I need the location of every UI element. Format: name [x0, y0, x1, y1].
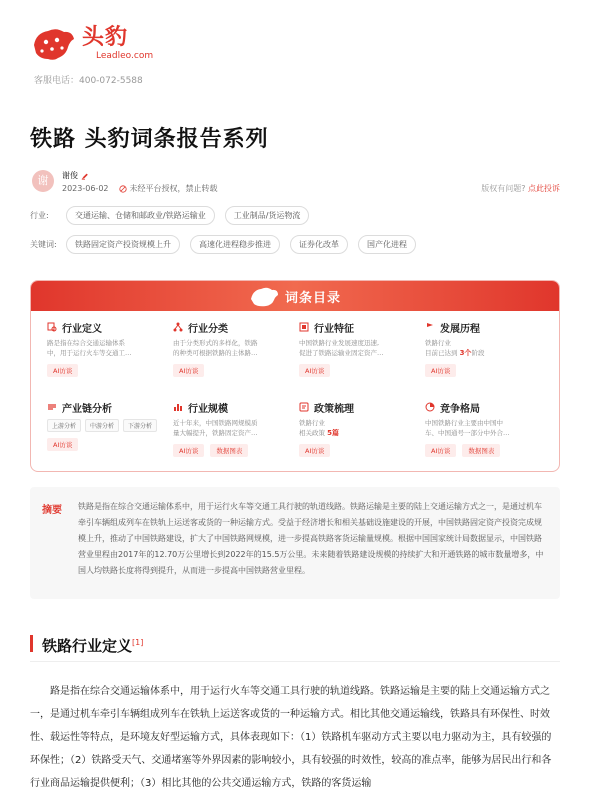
- report-link[interactable]: 点此投诉: [528, 184, 560, 193]
- catalog-item-title: 发展历程: [440, 323, 480, 335]
- policy-prefix: 相关政策: [299, 429, 328, 437]
- section-title: [42, 635, 143, 656]
- catalog-item-title: 行业定义: [62, 323, 102, 335]
- publish-meta: [62, 183, 218, 194]
- keywords-row: [30, 235, 426, 254]
- ai-interview-button[interactable]: AI访谈: [47, 364, 78, 377]
- catalog-item-history[interactable]: [421, 319, 547, 399]
- policy-icon: [299, 402, 309, 412]
- page-title: 铁路 头豹词条报告系列: [30, 127, 269, 152]
- industry-tag[interactable]: 工业制品/货运物流: [225, 206, 310, 225]
- section-accent-bar: [30, 635, 33, 652]
- ai-interview-button[interactable]: AI访谈: [425, 444, 456, 457]
- catalog-item-desc: 铁路行业: [425, 339, 451, 347]
- section-divider: [30, 661, 560, 662]
- catalog-item-desc: 铁路行业: [299, 419, 325, 427]
- catalog-item-policy[interactable]: [295, 399, 421, 472]
- catalog-title: 词条目录: [284, 290, 341, 306]
- ai-interview-button[interactable]: AI访谈: [47, 438, 78, 451]
- data-chart-button[interactable]: 数据图表: [462, 444, 500, 457]
- no-reprint-icon: [119, 185, 127, 193]
- ai-interview-button[interactable]: AI访谈: [425, 364, 456, 377]
- bar-chart-icon: [173, 402, 183, 412]
- data-chart-button[interactable]: 数据图表: [210, 444, 248, 457]
- reprint-notice: 未经平台授权，禁止转载: [129, 184, 218, 193]
- catalog-item-title: 行业规模: [188, 403, 228, 415]
- stage-prefix: 目前已达到: [425, 349, 460, 357]
- catalog-item-desc: 中国铁路行业发展速度迅速,: [299, 339, 380, 347]
- catalog-item-title: 行业分类: [188, 323, 228, 335]
- leopard-logo-icon: [30, 25, 76, 63]
- chain-icon: [47, 402, 57, 412]
- catalog-item-desc: 的种类可根据铁路的主体路…: [173, 349, 258, 357]
- upstream-chip[interactable]: 上游分析: [47, 419, 81, 432]
- catalog-item-desc: 中，用于运行火车等交通工…: [47, 349, 132, 357]
- catalog-item-chain[interactable]: [43, 399, 169, 472]
- downstream-chip[interactable]: 下游分析: [123, 419, 157, 432]
- catalog-item-title: 产业链分析: [62, 403, 112, 415]
- brand-domain: Leadleo.com: [96, 51, 154, 61]
- catalog-item-desc: 由于分类形式的多样化，铁路: [173, 339, 258, 347]
- brand-name: 头豹: [82, 25, 129, 50]
- abstract-label: 摘要: [42, 505, 62, 516]
- report-prefix: 版权有问题?: [481, 184, 526, 193]
- ai-interview-button[interactable]: AI访谈: [299, 444, 330, 457]
- publish-date: 2023-06-02: [62, 184, 109, 193]
- ai-interview-button[interactable]: AI访谈: [173, 444, 204, 457]
- catalog-item-title: 竞争格局: [440, 403, 480, 415]
- ai-interview-button[interactable]: AI访谈: [299, 364, 330, 377]
- catalog-item-title: 政策梳理: [314, 403, 354, 415]
- author-name[interactable]: [62, 170, 89, 181]
- avatar[interactable]: 谢: [32, 170, 54, 192]
- keyword-tag[interactable]: 铁路固定资产投资规模上升: [66, 235, 180, 254]
- author-badge-icon: [81, 172, 89, 180]
- stage-count: 3个: [459, 349, 472, 357]
- ai-interview-button[interactable]: AI访谈: [173, 364, 204, 377]
- abstract-text: 铁路是指在综合交通运输体系中，用于运行火车等交通工具行驶的轨道线路。铁路运输是主要的陆上交通运输方式之一，是通过机车牵引车辆组成列车在铁轨上运送客或货的一种运输方式。受益于经济增长和相关基础设施建设的开展，中国铁路固定资产投资完成规模上升，推动了中国铁路建设，扩大了中国铁路网规模，进一步提高铁路客货运输量规模。根据中国国家统计局数据显示，中国铁路营业里程由2017年的12.70万公里增长到2022年的15.5万公里。未来随着铁路建设规模的持续扩大和开通铁路的城市数量增多，中国人均铁路长度将得到提升，从而进一步提高中国铁路营业里程。: [78, 502, 544, 575]
- catalog-item-title: 行业特征: [314, 323, 354, 335]
- catalog-item-desc: 路是指在综合交通运输体系: [47, 339, 125, 347]
- catalog-item-definition[interactable]: [43, 319, 169, 399]
- catalog-item-desc: [299, 428, 399, 438]
- catalog-item-competition[interactable]: [421, 399, 547, 472]
- pie-icon: [425, 402, 435, 412]
- midstream-chip[interactable]: 中游分析: [85, 419, 119, 432]
- catalog-item-classification[interactable]: [169, 319, 295, 399]
- stage-suffix: 阶段: [471, 349, 485, 357]
- industry-row: [30, 206, 319, 225]
- leopard-icon: [249, 285, 279, 307]
- hierarchy-icon: [173, 322, 183, 332]
- abstract-box: [30, 487, 560, 599]
- catalog-item-features[interactable]: [295, 319, 421, 399]
- catalog-panel: [30, 280, 560, 472]
- author-name-text: 谢俊: [62, 171, 78, 180]
- keyword-tag[interactable]: 国产化进程: [358, 235, 416, 254]
- keywords-label: 关键词:: [30, 240, 57, 249]
- catalog-item-desc: 近十年来，中国铁路网规模质: [173, 419, 258, 427]
- catalog-item-desc: 中国铁路行业主要由中国中: [425, 419, 503, 427]
- history-icon: [425, 322, 435, 332]
- search-doc-icon: [47, 322, 57, 332]
- feature-icon: [299, 322, 309, 332]
- keyword-tag[interactable]: 高速化进程稳步推进: [190, 235, 280, 254]
- industry-label: 行业:: [30, 211, 49, 220]
- catalog-header: [31, 281, 559, 311]
- section-body: 路是指在综合交通运输体系中，用于运行火车等交通工具行驶的轨道线路。铁路运输是主要的陆上交通运输方式之一，是通过机车牵引车辆组成列车在铁轨上运送客或货的一种运输方式。相比其他交通运输线，铁路具有环保性、时效性、载运性等特点，是环境友好型运输方式，具体表现如下：（1）铁路机车驱动方式主要以电力驱动为主，具有较强的环保性；（2）铁路受天气、交通堵塞等外界因素的影响较小，具有较强的时效性，较高的准点率，能够为居民出行和各行业商品运输提供便利；（3）相比其他的公共交通运输方式，铁路的客货运输: [30, 686, 552, 789]
- catalog-item-desc: [425, 348, 525, 358]
- catalog-item-desc: 促进了铁路运输业固定资产…: [299, 349, 384, 357]
- catalog-item-desc: 量大幅提升，铁路固定资产…: [173, 429, 258, 437]
- section-title-text: 铁路行业定义: [42, 637, 133, 655]
- catalog-item-desc: 车、中国通号一部分中外合…: [425, 429, 510, 437]
- brand-logo[interactable]: [30, 22, 153, 66]
- catalog-item-scale[interactable]: [169, 399, 295, 472]
- service-phone: 客服电话：400-072-5588: [34, 76, 143, 86]
- keyword-tag[interactable]: 证券化改革: [290, 235, 348, 254]
- section-ref[interactable]: [1]: [132, 638, 144, 647]
- industry-tag[interactable]: 交通运输、仓储和邮政业/铁路运输业: [66, 206, 215, 225]
- copyright-report: [481, 183, 560, 194]
- policy-count: 5篇: [327, 429, 339, 437]
